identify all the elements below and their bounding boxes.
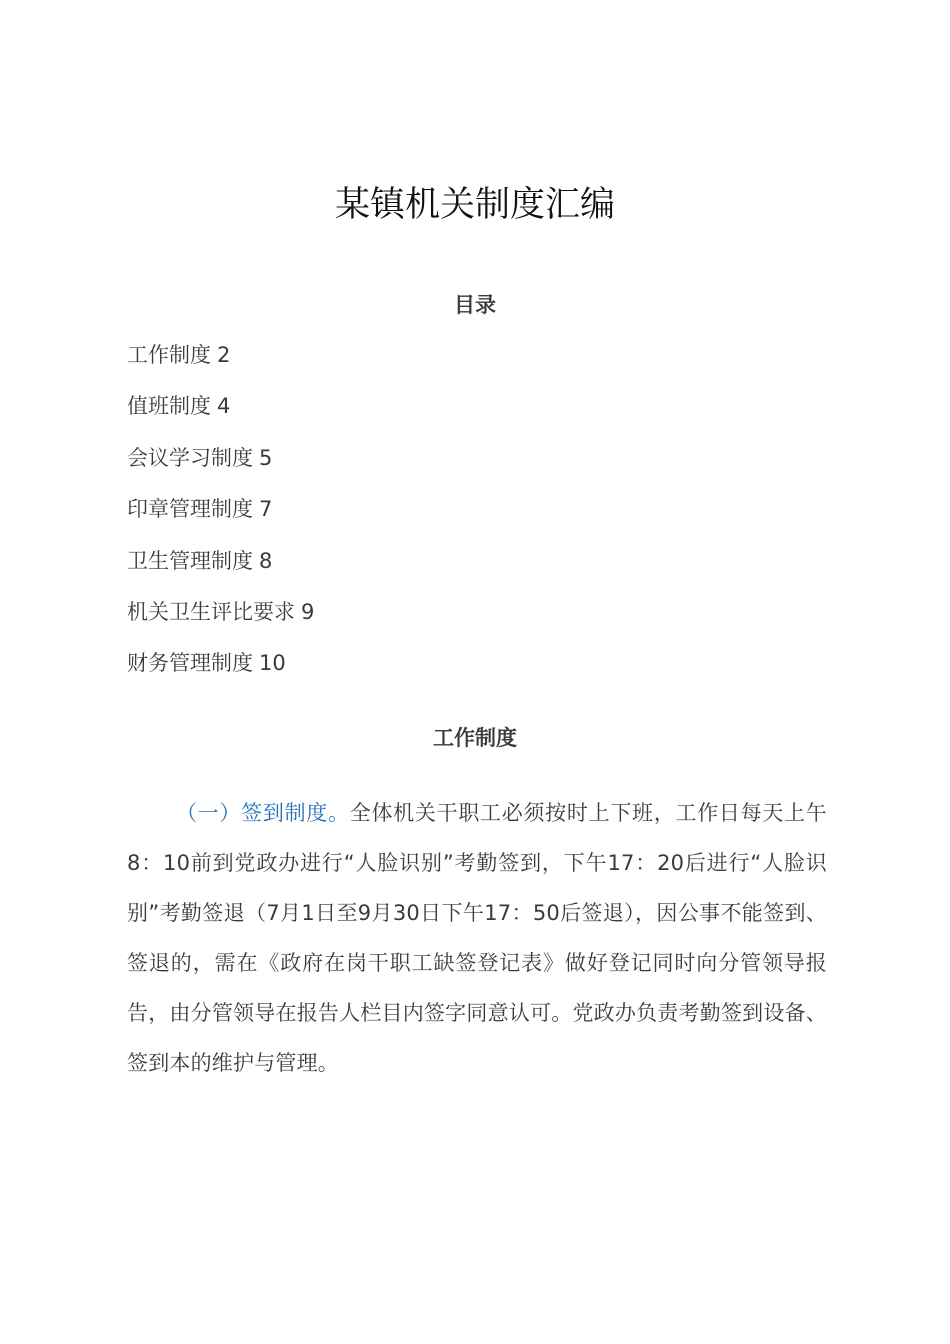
toc-item-label: 财务管理制度 <box>127 651 253 676</box>
toc-item-label: 印章管理制度 <box>127 497 253 522</box>
toc-item-label: 卫生管理制度 <box>127 548 253 573</box>
toc-item-page: 7 <box>259 497 273 522</box>
toc-item[interactable] <box>127 441 314 475</box>
toc-item-page: 4 <box>217 394 231 419</box>
section-heading: 工作制度 <box>433 726 517 750</box>
toc-item-page: 10 <box>259 651 286 676</box>
toc-list <box>127 338 314 698</box>
paragraph-text: 全体机关干职工必须按时上下班，工作日每天上午8：10前到党政办进行“人脸识别”考勤签到，下午17：20后进行“人脸识别”考勤签退（7月1日至9月30日下午17：50后签退），因公事不能签到、签退的，需在《政府在岗干职工缺签登记表》做好登记同时向分管领导报告，由分管领导在报告人栏目内签字同意认可。党政办负责考勤签到设备、签到本的维护与管理。 <box>127 801 827 1075</box>
toc-item-label: 工作制度 <box>127 343 211 367</box>
toc-item[interactable] <box>127 389 314 423</box>
paragraph-label: （一）签到制度。 <box>176 801 350 825</box>
toc-item[interactable] <box>127 646 314 680</box>
toc-item-label: 会议学习制度 <box>127 445 253 470</box>
toc-item[interactable] <box>127 492 314 526</box>
toc-item-page: 9 <box>301 599 315 624</box>
toc-item-label: 机关卫生评比要求 <box>127 599 295 624</box>
toc-item[interactable] <box>127 544 314 578</box>
toc-item-page: 5 <box>259 445 273 470</box>
toc-item[interactable] <box>127 338 314 372</box>
toc-item[interactable] <box>127 595 314 629</box>
toc-item-label: 值班制度 <box>127 394 211 419</box>
toc-heading: 目录 <box>454 293 496 317</box>
section-paragraph <box>127 788 827 1088</box>
toc-item-page: 2 <box>217 343 231 367</box>
toc-item-page: 8 <box>259 548 273 573</box>
document-title: 某镇机关制度汇编 <box>334 185 615 225</box>
